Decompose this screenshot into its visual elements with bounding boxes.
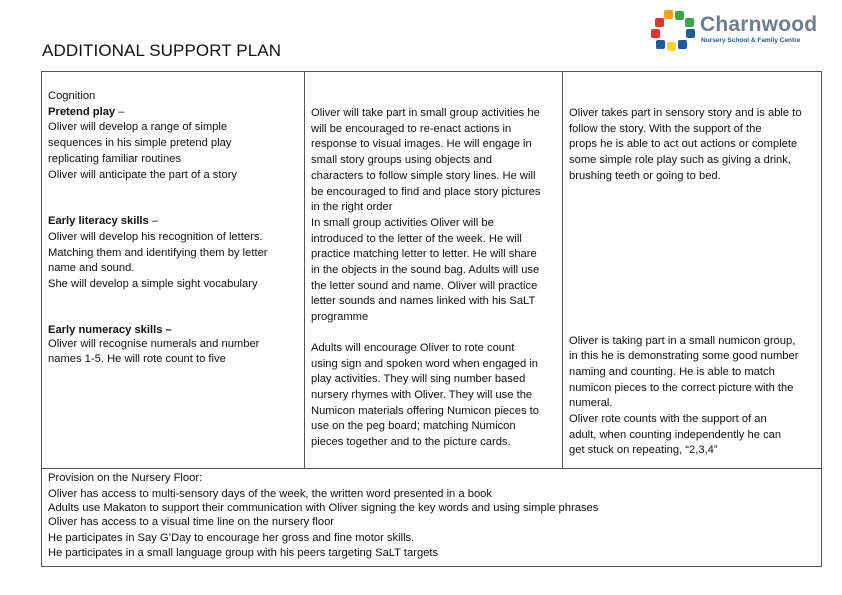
early-literacy-heading: Early literacy skills [48, 215, 149, 228]
text-line: nursery rhymes with Oliver. They will use the [311, 388, 533, 401]
text-line: get stuck on repeating, “2,3,4” [569, 444, 718, 457]
pretend-play-dash: – [115, 105, 125, 118]
early-literacy-heading-line [48, 214, 298, 230]
text-line: follow the story. With the support of the [569, 122, 762, 135]
text-line: in the objects in the sound bag. Adults will use [311, 264, 540, 277]
text-line: Oliver will develop his recognition of letters. [48, 230, 263, 243]
text-line: names 1-5. He will rote count to five [48, 353, 226, 366]
logo-mark-icon [650, 8, 696, 52]
progress-column [562, 72, 821, 468]
text-line: Numicon materials offering Numicon pieces to [311, 404, 539, 417]
text-line: programme [311, 311, 369, 324]
text-line: use on the peg board; matching Numicon [311, 420, 516, 433]
text-line: introduced to the letter of the week. He will [311, 232, 522, 245]
text-line: name and sound. [48, 262, 135, 275]
section-label: Cognition [48, 90, 96, 102]
logo-subtitle: Nursery School & Family Centre [701, 37, 801, 44]
text-line: the letter sound and name. Oliver will practice [311, 279, 538, 292]
text-line: numicon pieces to the correct picture with the [569, 381, 794, 394]
text-line: Oliver will recognise numerals and number [48, 337, 260, 350]
text-line: be encouraged to find and place story pictures [311, 185, 541, 198]
early-literacy-dash: – [148, 215, 159, 228]
early-numeracy-heading: Early numeracy skills – [48, 323, 172, 336]
text-line: In small group activities Oliver will be [311, 216, 494, 229]
text-line: pieces together and to the picture cards. [311, 436, 511, 449]
text-line: brushing teeth or going to bed. [569, 169, 721, 182]
text-line: in this he is demonstrating some good number [569, 350, 799, 363]
text-line: Adults will encourage Oliver to rote count [311, 341, 515, 354]
text-line: Oliver takes part in sensory story and is able to [569, 107, 802, 119]
text-line: response to visual images. He will engage in [311, 138, 532, 151]
pretend-play-heading: Pretend play [48, 105, 116, 118]
text-line: small story groups using objects and [311, 154, 492, 167]
text-line: Oliver will take part in small group activities he [311, 107, 540, 119]
text-line: sequences in his simple pretend play [48, 137, 232, 150]
text-line: letter sounds and names linked with his SaLT [311, 295, 536, 308]
text-line: in the right order [311, 201, 393, 214]
text-line: some simple role play such as giving a drink, [569, 154, 791, 167]
provision-item: Oliver has access to multi-sensory days of the week, the written word presented in a book [48, 487, 492, 500]
text-line: Oliver will anticipate the part of a story [48, 168, 238, 181]
text-line: Matching them and identifying them by letter [48, 246, 268, 259]
text-line: adult, when counting independently he can [569, 428, 782, 441]
provision-row [42, 468, 821, 566]
text-line: naming and counting. He is able to match [569, 365, 775, 378]
logo-name: Charnwood [700, 13, 818, 36]
text-line: using sign and spoken word when engaged in [311, 357, 539, 370]
provision-item: Oliver has access to a visual time line on the nursery floor [48, 516, 335, 529]
provision-heading: Provision on the Nursery Floor: [48, 472, 203, 484]
pretend-play-heading-line [48, 105, 298, 121]
text-line: characters to follow simple story lines. He will [311, 169, 536, 182]
support-plan-table [41, 71, 822, 567]
page-title: ADDITIONAL SUPPORT PLAN [42, 41, 282, 60]
text-line: props he is able to act out actions or complete [569, 138, 798, 151]
text-line: Oliver is taking part in a small numicon group, [569, 334, 796, 347]
text-line: play activities. They will sing number based [311, 373, 526, 386]
targets-column [42, 72, 304, 468]
text-line: She will develop a simple sight vocabulary [48, 278, 258, 291]
provision-item: Adults use Makaton to support their communication with Oliver signing the key words and using simple phrases [48, 502, 599, 515]
provision-item: He participates in a small language group with his peers targeting SaLT targets [48, 547, 439, 560]
text-line: replicating familiar routines [48, 152, 182, 165]
text-line: Oliver will develop a range of simple [48, 121, 228, 134]
text-line: practice matching letter to letter. He will share [311, 248, 537, 261]
charnwood-logo [650, 8, 830, 52]
text-line: numeral. [569, 397, 613, 410]
actions-column [304, 72, 562, 468]
text-line: will be encouraged to re-enact actions in [311, 122, 512, 135]
provision-item: He participates in Say G’Day to encourage her gross and fine motor skills. [48, 531, 415, 544]
text-line: Oliver rote counts with the support of an [569, 413, 767, 426]
